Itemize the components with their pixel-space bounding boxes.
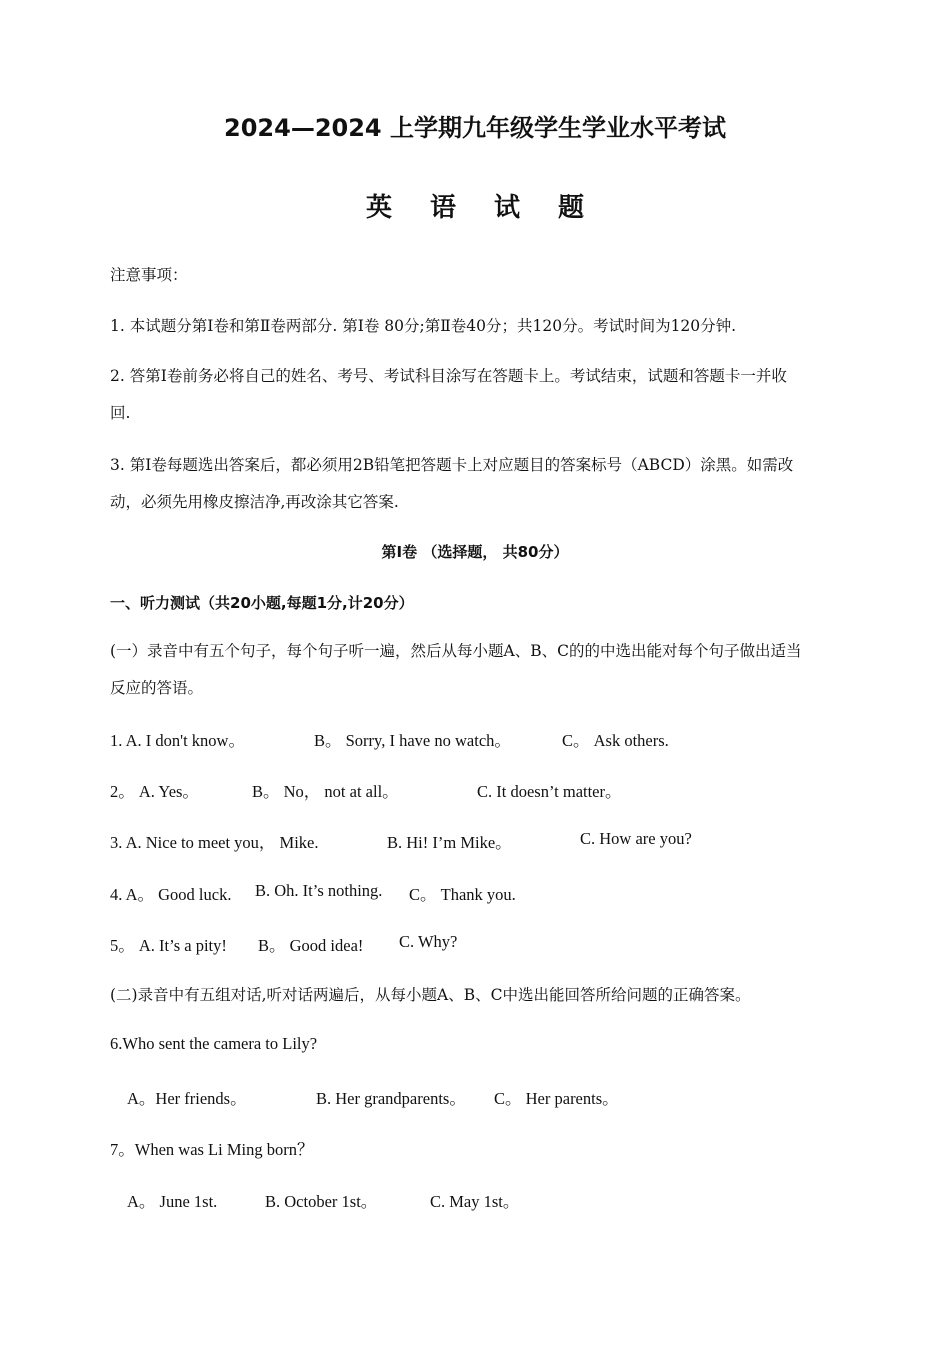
note-item-2-line-2: 回.	[110, 404, 131, 422]
notes-heading: 注意事项：	[110, 266, 188, 284]
q1-option-c: C。 Ask others.	[562, 731, 669, 750]
q6-option-c: C。 Her parents。	[494, 1089, 619, 1108]
q5-option-b: B。 Good idea!	[258, 936, 364, 955]
part1-intro-line-2: 反应的答语。	[110, 679, 204, 697]
q7-option-b: B. October 1st。	[265, 1192, 378, 1211]
exam-title: 2024—2024 上学期九年级学生学业水平考试	[224, 114, 726, 142]
q3-option-b: B. Hi! I’m Mike。	[387, 833, 512, 852]
volume-title: 第Ⅰ卷 （选择题， 共80分）	[381, 543, 569, 561]
note-item-3-line-1: 3. 第Ⅰ卷每题选出答案后，都必须用2B铅笔把答题卡上对应题目的答案标号（ABCD）涂黑。如需改	[110, 456, 794, 474]
q6-option-b: B. Her grandparents。	[316, 1089, 466, 1108]
q5-option-a: 5。 A. It’s a pity!	[110, 936, 227, 955]
q5-option-c: C. Why?	[399, 932, 458, 951]
q3-option-a: 3. A. Nice to meet you， Mike.	[110, 833, 319, 852]
subject-title: 英语试题	[365, 193, 622, 223]
q4-option-a: 4. A。 Good luck.	[110, 885, 232, 904]
q7-option-c: C. May 1st。	[430, 1192, 520, 1211]
q6-stem: 6.Who sent the camera to Lily?	[110, 1034, 318, 1053]
q6-option-a: A。Her friends。	[127, 1089, 247, 1108]
q2-option-a: 2。 A. Yes。	[110, 782, 199, 801]
q1-option-a: 1. A. I don't know。	[110, 731, 245, 750]
q3-option-c: C. How are you?	[580, 829, 692, 848]
q7-option-a: A。 June 1st.	[127, 1192, 218, 1211]
part-title: 一、听力测试（共20小题,每题1分,计20分）	[110, 594, 414, 612]
q4-option-c: C。 Thank you.	[409, 885, 516, 904]
q4-option-b: B. Oh. It’s nothing.	[255, 881, 383, 900]
q2-option-b: B。 No， not at all。	[252, 782, 399, 801]
q7-stem: 7。When was Li Ming born？	[110, 1140, 314, 1159]
part1-intro-line-1: (一）录音中有五个句子，每个句子听一遍，然后从每小题A、B、C的的中选出能对每个句子做出适当	[110, 642, 802, 660]
note-item-2-line-1: 2. 答第Ⅰ卷前务必将自己的姓名、考号、考试科目涂写在答题卡上。考试结束，试题和答题卡一并收	[110, 367, 787, 385]
q2-option-c: C. It doesn’t matter。	[477, 782, 622, 801]
part2-intro: (二)录音中有五组对话,听对话两遍后，从每小题A、B、C中选出能回答所给问题的正确答案。	[110, 986, 751, 1004]
note-item-3-line-2: 动，必须先用橡皮擦洁净,再改涂其它答案.	[110, 493, 399, 511]
q1-option-b: B。 Sorry, I have no watch。	[314, 731, 511, 750]
note-item-1: 1. 本试题分第Ⅰ卷和第Ⅱ卷两部分. 第Ⅰ卷 80分;第Ⅱ卷40分；共120分。考试时间为120分钟.	[110, 317, 737, 335]
